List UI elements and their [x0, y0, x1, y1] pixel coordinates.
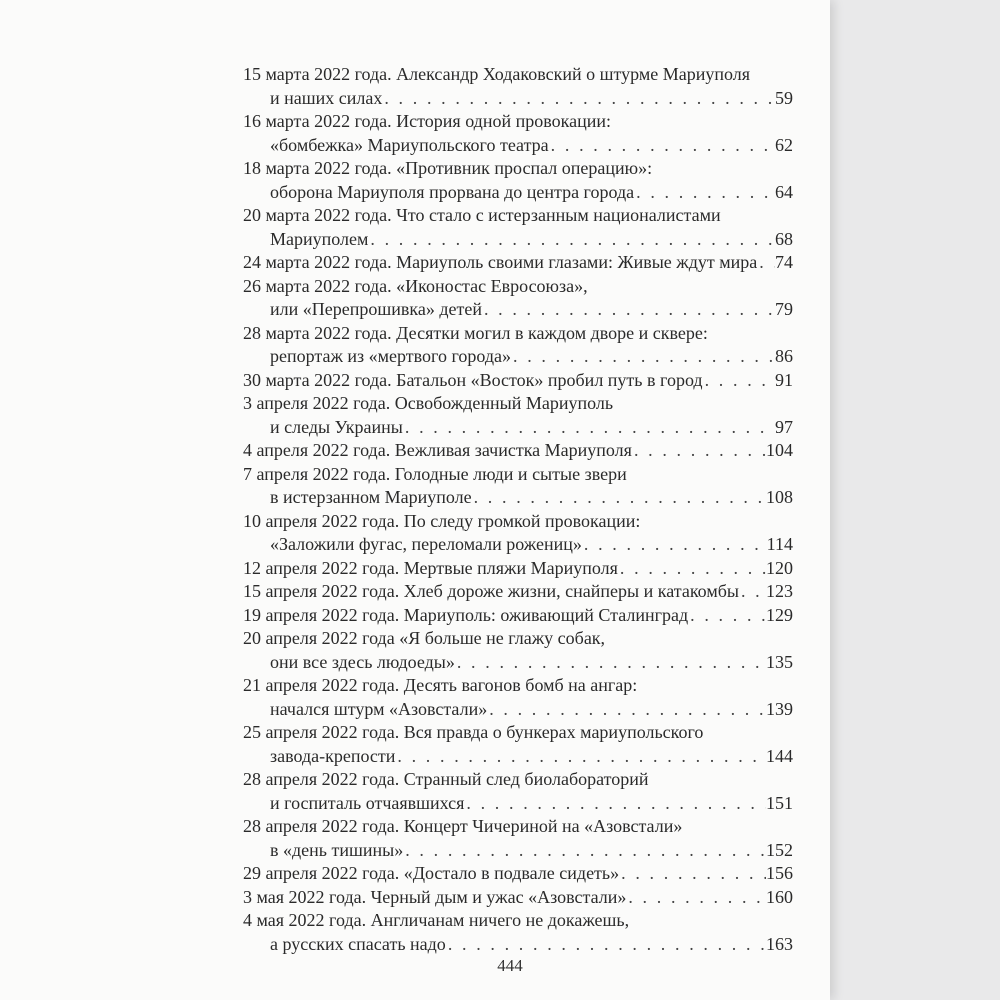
toc-entry-last-line — [243, 87, 793, 111]
toc-entry-page: 135 — [766, 651, 793, 672]
toc-entry-title: 19 апреля 2022 года. Мариуполь: оживающий Сталинград — [243, 604, 689, 625]
dot-leader — [626, 886, 766, 910]
toc-entry — [243, 275, 793, 322]
toc-entry-last-line — [243, 886, 793, 910]
toc-entry-title: 20 апреля 2022 года «Я больше не глажу собак, — [243, 628, 606, 648]
toc-entry — [243, 909, 793, 956]
toc-entry-title: оборона Мариуполя прорвана до центра города — [270, 181, 635, 202]
page-number: 444 — [497, 956, 523, 975]
toc-entry — [243, 251, 793, 275]
toc-entry — [243, 721, 793, 768]
dot-leader — [464, 792, 766, 816]
toc-entry-title: 25 апреля 2022 года. Вся правда о бункерах мариупольского — [243, 722, 704, 742]
toc-entry-title: начался штурм «Азовстали» — [270, 698, 488, 719]
toc-entry-page: 152 — [766, 839, 793, 860]
toc-entry-last-line — [243, 580, 793, 604]
toc-entry-title: 12 апреля 2022 года. Мертвые пляжи Мариуполя — [243, 557, 618, 578]
toc-entry — [243, 439, 793, 463]
dot-leader — [634, 181, 775, 205]
toc-entry-page: 104 — [766, 440, 793, 460]
toc-entry-title: 7 апреля 2022 года. Голодные люди и сытые звери — [243, 463, 627, 484]
toc-entry-title: 24 марта 2022 года. Мариуполь своими глазами: Живые ждут мира — [243, 252, 758, 272]
toc-entry-title: 3 апреля 2022 года. Освобожденный Мариуполь — [243, 393, 614, 413]
dot-leader — [382, 87, 775, 111]
dot-leader — [757, 251, 775, 275]
toc-entry-page: 156 — [766, 863, 793, 883]
table-of-contents — [243, 63, 793, 956]
toc-entry-page: 129 — [766, 604, 793, 625]
dot-leader — [403, 839, 766, 863]
toc-entry-last-line — [243, 181, 793, 205]
toc-entry-title: и следы Украины — [270, 416, 403, 437]
toc-entry-last-line — [243, 416, 793, 440]
toc-entry-page: 144 — [766, 745, 793, 766]
toc-entry-last-line — [243, 651, 793, 675]
toc-entry-last-line — [243, 862, 793, 886]
dot-leader — [482, 298, 775, 322]
toc-entry-title: 4 апреля 2022 года. Вежливая зачистка Мариуполя — [243, 440, 632, 460]
toc-entry-page: 74 — [775, 252, 793, 272]
toc-entry-last-line — [243, 698, 793, 722]
dot-leader — [446, 933, 766, 957]
toc-entry-title: 10 апреля 2022 года. По следу громкой провокации: — [243, 510, 641, 531]
toc-entry — [243, 627, 793, 674]
toc-entry — [243, 815, 793, 862]
toc-entry — [243, 463, 793, 510]
toc-entry-title: 28 марта 2022 года. Десятки могил в каждом дворе и сквере: — [243, 322, 708, 343]
toc-entry-page: 139 — [766, 698, 793, 719]
toc-entry — [243, 204, 793, 251]
toc-entry-page: 114 — [766, 534, 793, 554]
toc-entry-title: Мариуполем — [270, 228, 369, 249]
toc-entry — [243, 886, 793, 910]
toc-entry-last-line — [243, 933, 793, 957]
toc-entry-page: 163 — [766, 933, 793, 954]
toc-entry-last-line — [243, 228, 793, 252]
toc-entry — [243, 369, 793, 393]
toc-entry-title: 3 мая 2022 года. Черный дым и ужас «Азовстали» — [243, 886, 627, 907]
toc-entry-last-line — [243, 134, 793, 158]
toc-entry-last-line — [243, 369, 793, 393]
toc-entry-title: 21 апреля 2022 года. Десять вагонов бомб на ангар: — [243, 675, 638, 695]
dot-leader — [632, 439, 766, 463]
toc-entry-title: в «день тишины» — [270, 839, 404, 860]
dot-leader — [472, 486, 766, 510]
toc-entry-last-line — [243, 557, 793, 581]
toc-entry-title: 29 апреля 2022 года. «Достало в подвале сидеть» — [243, 863, 620, 883]
dot-leader — [368, 228, 775, 252]
toc-entry-last-line — [243, 345, 793, 369]
toc-entry-title: завода-крепости — [270, 745, 396, 766]
toc-entry-page: 120 — [766, 557, 793, 578]
toc-entry — [243, 674, 793, 721]
dot-leader — [487, 698, 766, 722]
toc-entry-last-line — [243, 839, 793, 863]
toc-entry-title: 28 апреля 2022 года. Концерт Чичериной на «Азовстали» — [243, 816, 683, 836]
toc-entry-last-line — [243, 439, 793, 463]
toc-entry-page: 86 — [775, 346, 793, 366]
toc-entry-page: 68 — [775, 228, 793, 249]
dot-leader — [703, 369, 775, 393]
toc-entry-title: репортаж из «мертвого города» — [270, 346, 512, 366]
toc-entry-page: 123 — [766, 581, 793, 601]
toc-entry — [243, 557, 793, 581]
toc-entry-page: 108 — [766, 487, 793, 507]
toc-entry-last-line — [243, 604, 793, 628]
toc-entry-title: «Заложили фугас, переломали рожениц» — [270, 534, 582, 554]
dot-leader — [511, 345, 775, 369]
toc-entry-last-line — [243, 486, 793, 510]
dot-leader — [455, 651, 766, 675]
toc-entry-title: 16 марта 2022 года. История одной провокации: — [243, 111, 611, 131]
toc-entry-title: 4 мая 2022 года. Англичанам ничего не докажешь, — [243, 910, 630, 930]
toc-entry-page: 64 — [775, 181, 793, 202]
toc-entry — [243, 768, 793, 815]
toc-entry-last-line — [243, 792, 793, 816]
toc-entry-title: 30 марта 2022 года. Батальон «Восток» пробил путь в город — [243, 369, 703, 390]
toc-entry — [243, 110, 793, 157]
toc-entry — [243, 862, 793, 886]
dot-leader — [582, 533, 767, 557]
toc-entry-last-line — [243, 298, 793, 322]
toc-entry — [243, 580, 793, 604]
toc-entry — [243, 157, 793, 204]
toc-entry-title: и госпиталь отчаявшихся — [270, 792, 465, 813]
toc-entry-last-line — [243, 251, 793, 275]
toc-entry-title: 18 марта 2022 года. «Противник проспал операцию»: — [243, 158, 653, 178]
toc-entry-title: или «Перепрошивка» детей — [270, 299, 482, 319]
toc-entry — [243, 510, 793, 557]
toc-entry-page: 97 — [775, 416, 793, 437]
toc-entry-title: «бомбежка» Мариупольского театра — [270, 134, 549, 155]
toc-entry-page: 79 — [775, 299, 793, 319]
toc-entry-title: 26 марта 2022 года. «Иконостас Евросоюза», — [243, 275, 588, 296]
toc-entry-page: 151 — [766, 792, 793, 813]
toc-entry-title: а русских спасать надо — [270, 933, 446, 954]
toc-entry-page: 91 — [775, 369, 793, 390]
dot-leader — [739, 580, 766, 604]
dot-leader — [403, 416, 775, 440]
dot-leader — [395, 745, 766, 769]
dot-leader — [688, 604, 766, 628]
toc-entry — [243, 604, 793, 628]
toc-entry-title: в истерзанном Мариуполе — [270, 487, 472, 507]
toc-entry-title: 28 апреля 2022 года. Странный след биолабораторий — [243, 769, 649, 789]
toc-entry-title: 20 марта 2022 года. Что стало с истерзанным националистами — [243, 205, 721, 225]
toc-entry-last-line — [243, 533, 793, 557]
toc-entry — [243, 392, 793, 439]
dot-leader — [619, 862, 766, 886]
toc-entry-title: и наших силах — [270, 87, 383, 108]
toc-entry-title: 15 апреля 2022 года. Хлеб дороже жизни, снайперы и катакомбы — [243, 581, 739, 601]
toc-entry-title: они все здесь людоеды» — [270, 651, 455, 672]
toc-entry-last-line — [243, 745, 793, 769]
toc-entry — [243, 63, 793, 110]
dot-leader — [549, 134, 775, 158]
toc-entry-title: 15 марта 2022 года. Александр Ходаковский о штурме Мариуполя — [243, 64, 751, 84]
toc-entry-page: 160 — [766, 886, 793, 907]
toc-entry-page: 59 — [775, 87, 793, 108]
dot-leader — [618, 557, 766, 581]
toc-entry — [243, 322, 793, 369]
toc-entry-page: 62 — [775, 134, 793, 155]
